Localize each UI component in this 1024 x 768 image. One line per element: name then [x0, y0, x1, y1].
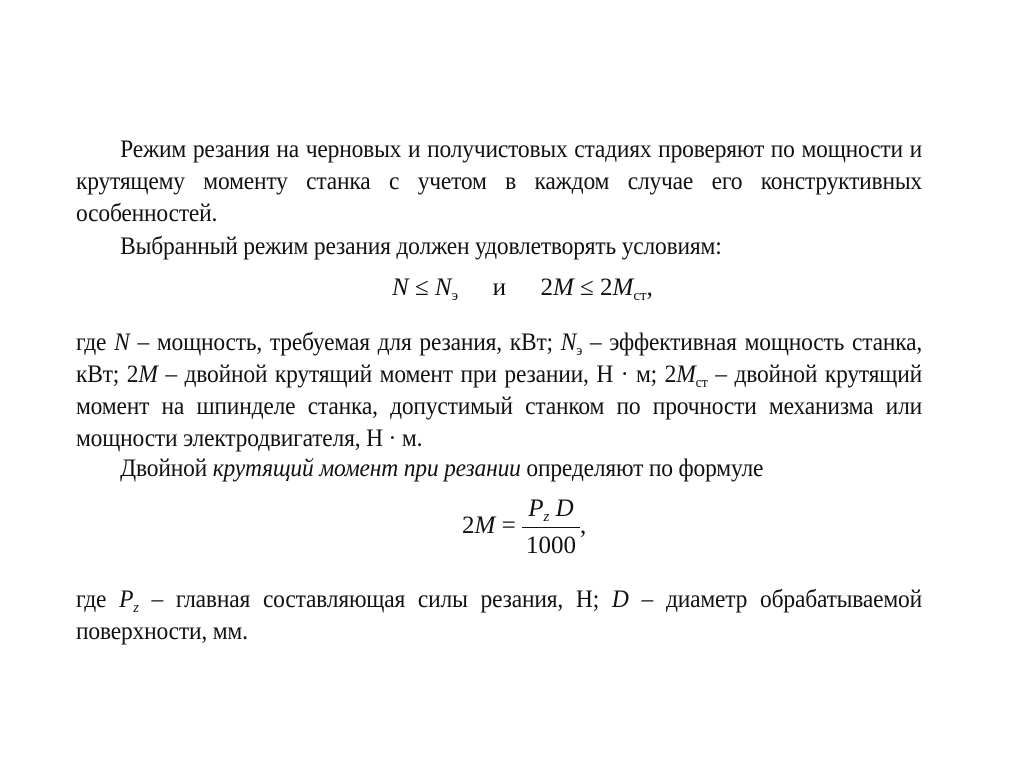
paragraph-text: Выбранный режим резания должен удовлетворять условиям:: [120, 233, 722, 260]
text-run: – эффективная мощность станка, кВт; 2: [76, 329, 923, 388]
formula-var-mst: M: [612, 274, 634, 301]
formula-fraction: [522, 495, 580, 560]
subscript: ст: [695, 375, 708, 391]
text-run: – главная составляющая силы резания, Н;: [138, 586, 612, 613]
paragraph-force-definitions: [76, 584, 922, 648]
var-mst: M: [676, 361, 696, 388]
text-run: – диаметр обрабатываемой поверхности, мм.: [76, 586, 922, 645]
formula-subscript: z: [543, 509, 550, 525]
formula-torque: [462, 495, 586, 560]
text-run: Двойной: [120, 455, 213, 482]
formula-var-n: N: [392, 274, 409, 301]
formula-equals: =: [501, 512, 516, 540]
formula-coef: 2: [462, 512, 475, 540]
paragraph-text: Режим резания на черновых и получистовых стадиях проверяют по мощности и крутящему моменту станка с учетом в каждом случае его конструктивных особенностей.: [76, 136, 923, 227]
formula-coef: 2: [600, 274, 613, 301]
paragraph-conditions-intro: [76, 231, 922, 263]
formula-punct: ,: [579, 512, 587, 540]
text-run: – двойной крутящий момент на шпинделе станка, допустимый станком по прочности механизма или мощности электродвигателя, Н · м.: [76, 361, 922, 452]
formula-var-m: M: [552, 274, 574, 301]
formula-operator: ≤: [414, 274, 429, 301]
text-run: где: [76, 329, 115, 356]
subscript: э: [576, 343, 583, 359]
formula-var-p: P: [528, 495, 544, 522]
var-d: D: [611, 586, 629, 613]
emphasis-text: крутящий момент при резании: [212, 455, 521, 482]
fraction-denominator: 1000: [525, 532, 576, 559]
text-run: – двойной крутящий момент при резании, Н · м; 2: [157, 361, 677, 388]
formula-conjunction: и: [492, 274, 506, 301]
var-ne: N: [560, 329, 577, 356]
fraction-numerator: [522, 495, 580, 528]
text-run: – мощность, требуемая для резания, кВт;: [129, 329, 561, 356]
paragraph-torque-intro: [76, 453, 922, 485]
var-n: N: [114, 329, 130, 356]
paragraph-cutting-mode: [76, 134, 922, 230]
formula-coef: 2: [540, 274, 553, 301]
text-run: где: [76, 586, 120, 613]
formula-var-m: M: [474, 512, 496, 540]
var-p: P: [119, 586, 134, 613]
formula-subscript: э: [451, 288, 459, 304]
subscript: z: [133, 600, 139, 616]
formula-conditions: [392, 274, 653, 302]
formula-subscript: ст: [633, 288, 647, 304]
text-run: определяют по формуле: [520, 455, 764, 482]
formula-punct: ,: [646, 274, 653, 301]
formula-var-ne: N: [434, 274, 452, 301]
formula-var-d: D: [555, 495, 574, 522]
paragraph-definitions: [76, 327, 922, 455]
formula-operator: ≤: [580, 274, 594, 301]
var-m: M: [138, 361, 158, 388]
